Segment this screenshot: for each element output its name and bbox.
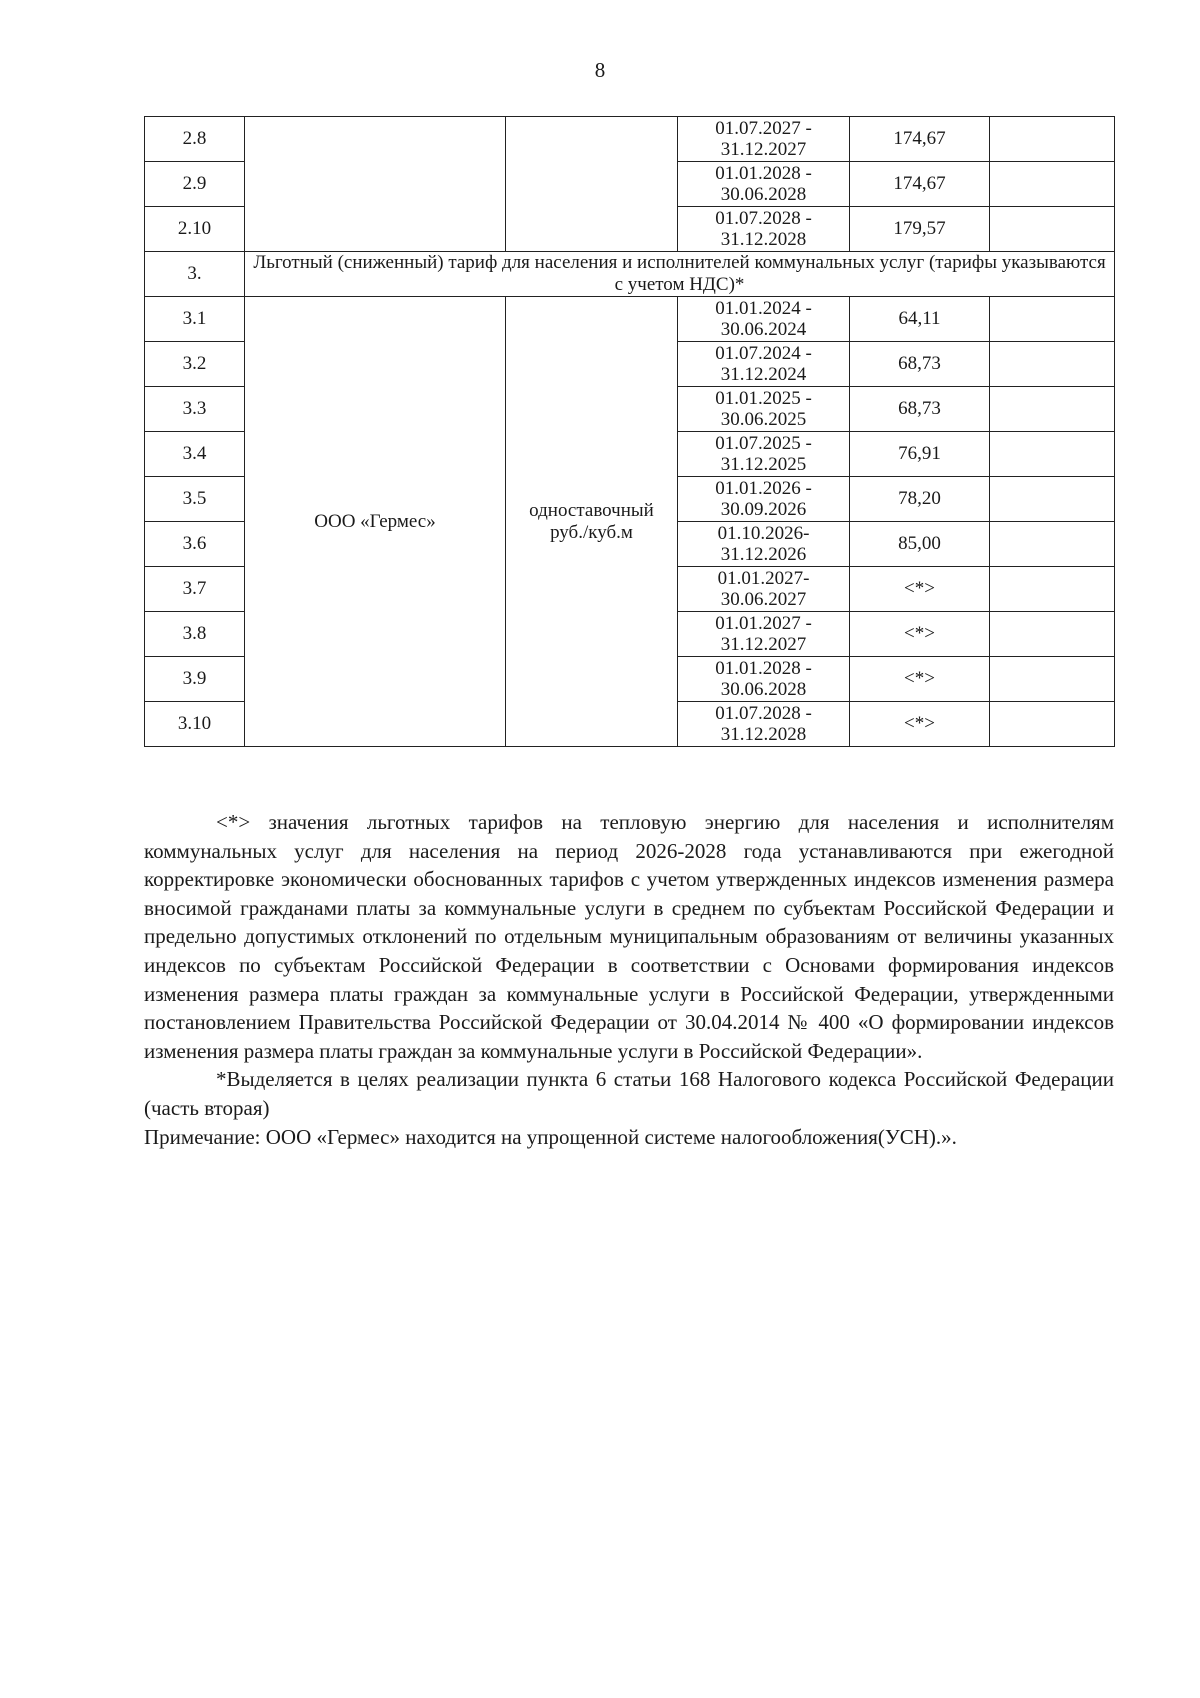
row-number: 3.4 bbox=[145, 432, 245, 477]
period-cell: 01.01.2028 - 30.06.2028 bbox=[678, 657, 850, 702]
period-cell: 01.01.2028 - 30.06.2028 bbox=[678, 162, 850, 207]
table-row bbox=[145, 297, 1115, 342]
tariff-value: <*> bbox=[850, 567, 990, 612]
row-number: 3.9 bbox=[145, 657, 245, 702]
org-cell-empty bbox=[245, 117, 506, 252]
organization-name: ООО «Гермес» bbox=[245, 297, 506, 747]
tariff-value: 76,91 bbox=[850, 432, 990, 477]
tariff-value: 179,57 bbox=[850, 207, 990, 252]
empty-cell bbox=[990, 702, 1115, 747]
tariff-table bbox=[144, 116, 1115, 747]
empty-cell bbox=[990, 612, 1115, 657]
tariff-value: <*> bbox=[850, 702, 990, 747]
period-cell: 01.01.2027- 30.06.2027 bbox=[678, 567, 850, 612]
period-cell: 01.01.2026 - 30.09.2026 bbox=[678, 477, 850, 522]
section-number: 3. bbox=[145, 252, 245, 297]
rate-type-cell-empty bbox=[506, 117, 678, 252]
section-title: Льготный (сниженный) тариф для населения и исполнителей коммунальных услуг (тарифы указываются с учетом НДС)* bbox=[245, 252, 1115, 297]
remark-paragraph: Примечание: ООО «Гермес» находится на упрощенной системе налогообложения(УСН).». bbox=[144, 1124, 957, 1149]
table-row bbox=[145, 117, 1115, 162]
row-number: 2.9 bbox=[145, 162, 245, 207]
empty-cell bbox=[990, 162, 1115, 207]
tariff-value: 68,73 bbox=[850, 387, 990, 432]
empty-cell bbox=[990, 342, 1115, 387]
row-number: 3.6 bbox=[145, 522, 245, 567]
tariff-value: 174,67 bbox=[850, 117, 990, 162]
row-number: 3.5 bbox=[145, 477, 245, 522]
empty-cell bbox=[990, 297, 1115, 342]
row-number: 2.10 bbox=[145, 207, 245, 252]
empty-cell bbox=[990, 387, 1115, 432]
tariff-value: 78,20 bbox=[850, 477, 990, 522]
row-number: 3.3 bbox=[145, 387, 245, 432]
row-number: 3.1 bbox=[145, 297, 245, 342]
period-cell: 01.07.2024 - 31.12.2024 bbox=[678, 342, 850, 387]
empty-cell bbox=[990, 477, 1115, 522]
tariff-value: 68,73 bbox=[850, 342, 990, 387]
period-cell: 01.10.2026- 31.12.2026 bbox=[678, 522, 850, 567]
tariff-value: <*> bbox=[850, 657, 990, 702]
row-number: 2.8 bbox=[145, 117, 245, 162]
period-cell: 01.07.2028 - 31.12.2028 bbox=[678, 207, 850, 252]
empty-cell bbox=[990, 657, 1115, 702]
vat-note-paragraph: *Выделяется в целях реализации пункта 6 статьи 168 Налогового кодекса Российской Федерации (часть вторая) bbox=[144, 1067, 1114, 1120]
period-cell: 01.07.2025 - 31.12.2025 bbox=[678, 432, 850, 477]
empty-cell bbox=[990, 207, 1115, 252]
tariff-value: 85,00 bbox=[850, 522, 990, 567]
period-cell: 01.07.2027 - 31.12.2027 bbox=[678, 117, 850, 162]
footnote-paragraph: <*> значения льготных тарифов на тепловую энергию для населения и исполнителям коммунальных услуг для населения на период 2026-2028 года устанавливаются при ежегодной корректировке экономически обоснованных тарифов с учетом утвержденных индексов изменения размера вносимой гражданами платы за коммунальные услуги в среднем по субъектам Российской Федерации и предельно допустимых отклонений по отдельным муниципальным образованиям от величины указанных индексов по субъектам Российской Федерации в соответствии с Основами формирования индексов изменения размера платы граждан за коммунальные услуги в Российской Федерации, утвержденными постановлением Правительства Российской Федерации от 30.04.2014 № 400 «О формировании индексов изменения размера платы граждан за коммунальные услуги в Российской Федерации». bbox=[144, 810, 1114, 1063]
page-number: 8 bbox=[594, 58, 606, 82]
tariff-value: 174,67 bbox=[850, 162, 990, 207]
row-number: 3.10 bbox=[145, 702, 245, 747]
section-header-row bbox=[145, 252, 1115, 297]
period-cell: 01.01.2025 - 30.06.2025 bbox=[678, 387, 850, 432]
tariff-value: 64,11 bbox=[850, 297, 990, 342]
empty-cell bbox=[990, 432, 1115, 477]
empty-cell bbox=[990, 117, 1115, 162]
empty-cell bbox=[990, 522, 1115, 567]
row-number: 3.8 bbox=[145, 612, 245, 657]
row-number: 3.2 bbox=[145, 342, 245, 387]
period-cell: 01.01.2024 - 30.06.2024 bbox=[678, 297, 850, 342]
row-number: 3.7 bbox=[145, 567, 245, 612]
notes-block bbox=[144, 808, 1114, 1151]
empty-cell bbox=[990, 567, 1115, 612]
tariff-value: <*> bbox=[850, 612, 990, 657]
rate-type: одноставочный руб./куб.м bbox=[506, 297, 678, 747]
period-cell: 01.01.2027 - 31.12.2027 bbox=[678, 612, 850, 657]
period-cell: 01.07.2028 - 31.12.2028 bbox=[678, 702, 850, 747]
